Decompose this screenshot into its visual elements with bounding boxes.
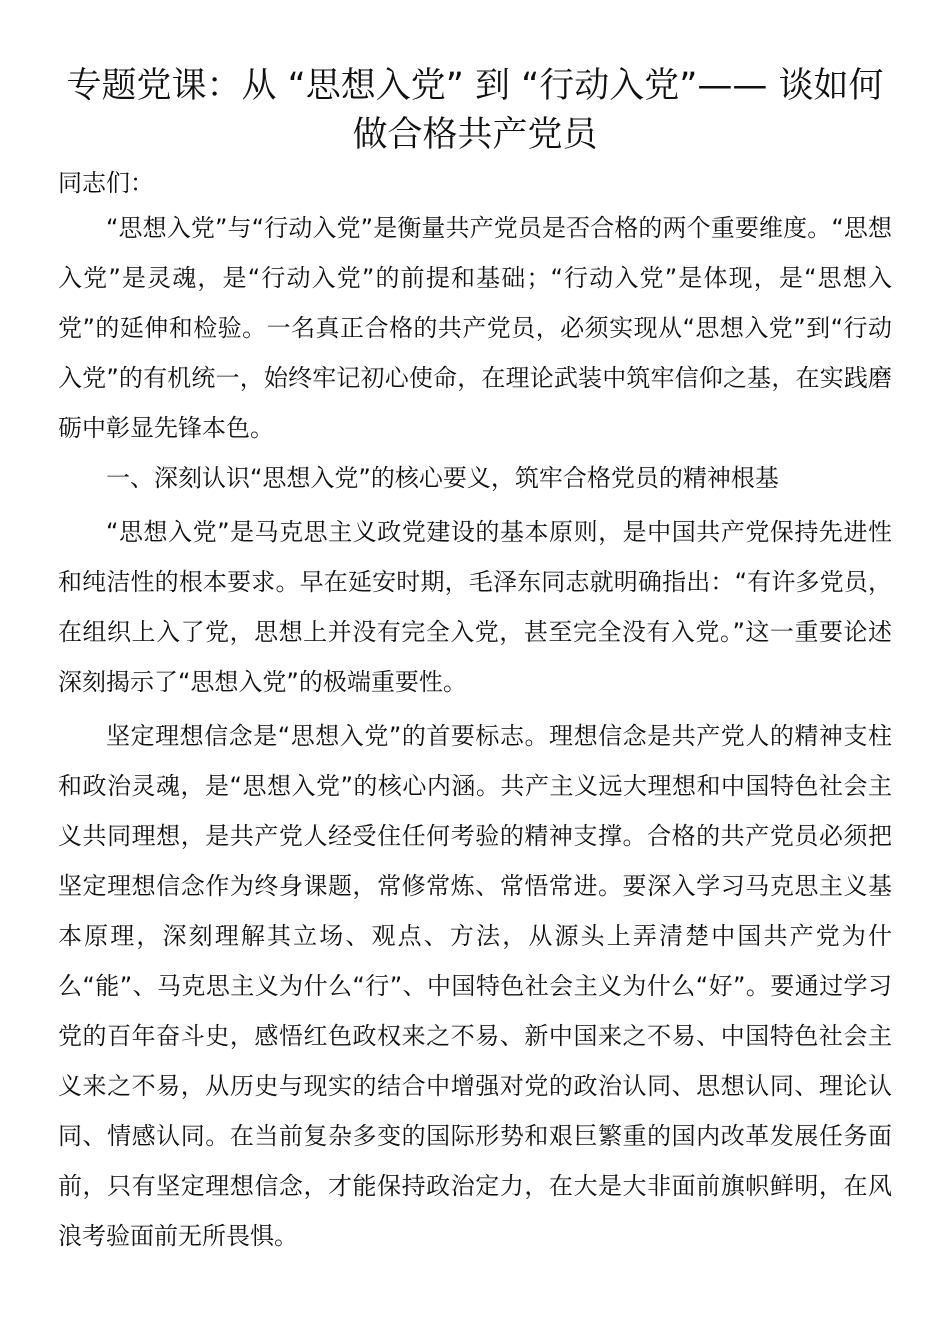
section-heading-1: 一、深刻认识“思想入党”的核心要义，筑牢合格党员的精神根基 [106,464,779,492]
document-title: 专题党课：从 “思想入党” 到 “行动入党”—— 谈如何做合格共产党员 [66,66,884,155]
document-page [58,62,892,1261]
paragraph-intro: “思想入党”与“行动入党”是衡量共产党员是否合格的两个重要维度。“思想入党”是灵魂，是“行动入党”的前提和基础；“行动入党”是体现，是“思想入党”的延伸和检验。一名真正合格的共产党员，必须实现从“思想入党”到“行动入党”的有机统一，始终牢记初心使命，在理论武装中筑牢信仰之基，在实践磨砺中彰显先锋本色。 [58,214,892,442]
paragraph-ideals: 坚定理想信念是“思想入党”的首要标志。理想信念是共产党人的精神支柱和政治灵魂，是“思想入党”的核心内涵。共产主义远大理想和中国特色社会主义共同理想，是共产党人经受住任何考验的精神支撑。合格的共产党员必须把坚定理想信念作为终身课题，常修常炼、常悟常进。要深入学习马克思主义基本原理，深刻理解其立场、观点、方法，从源头上弄清楚中国共产党为什么“能”、马克思主义为什么“行”、中国特色社会主义为什么“好”。要通过学习党的百年奋斗史，感悟红色政权来之不易、新中国来之不易、中国特色社会主义来之不易，从历史与现实的结合中增强对党的政治认同、思想认同、理论认同、情感认同。在当前复杂多变的国际形势和艰巨繁重的国内改革发展任务面前，只有坚定理想信念，才能保持政治定力，在大是大非面前旗帜鲜明，在风浪考验面前无所畏惧。 [58,722,892,1250]
greeting: 同志们： [58,169,154,197]
paragraph-principle: “思想入党”是马克思主义政党建设的基本原则，是中国共产党保持先进性和纯洁性的根本要求。早在延安时期，毛泽东同志就明确指出：“有许多党员，在组织上入了党，思想上并没有完全入党，甚至完全没有入党。”这一重要论述深刻揭示了“思想入党”的极端重要性。 [58,518,892,696]
